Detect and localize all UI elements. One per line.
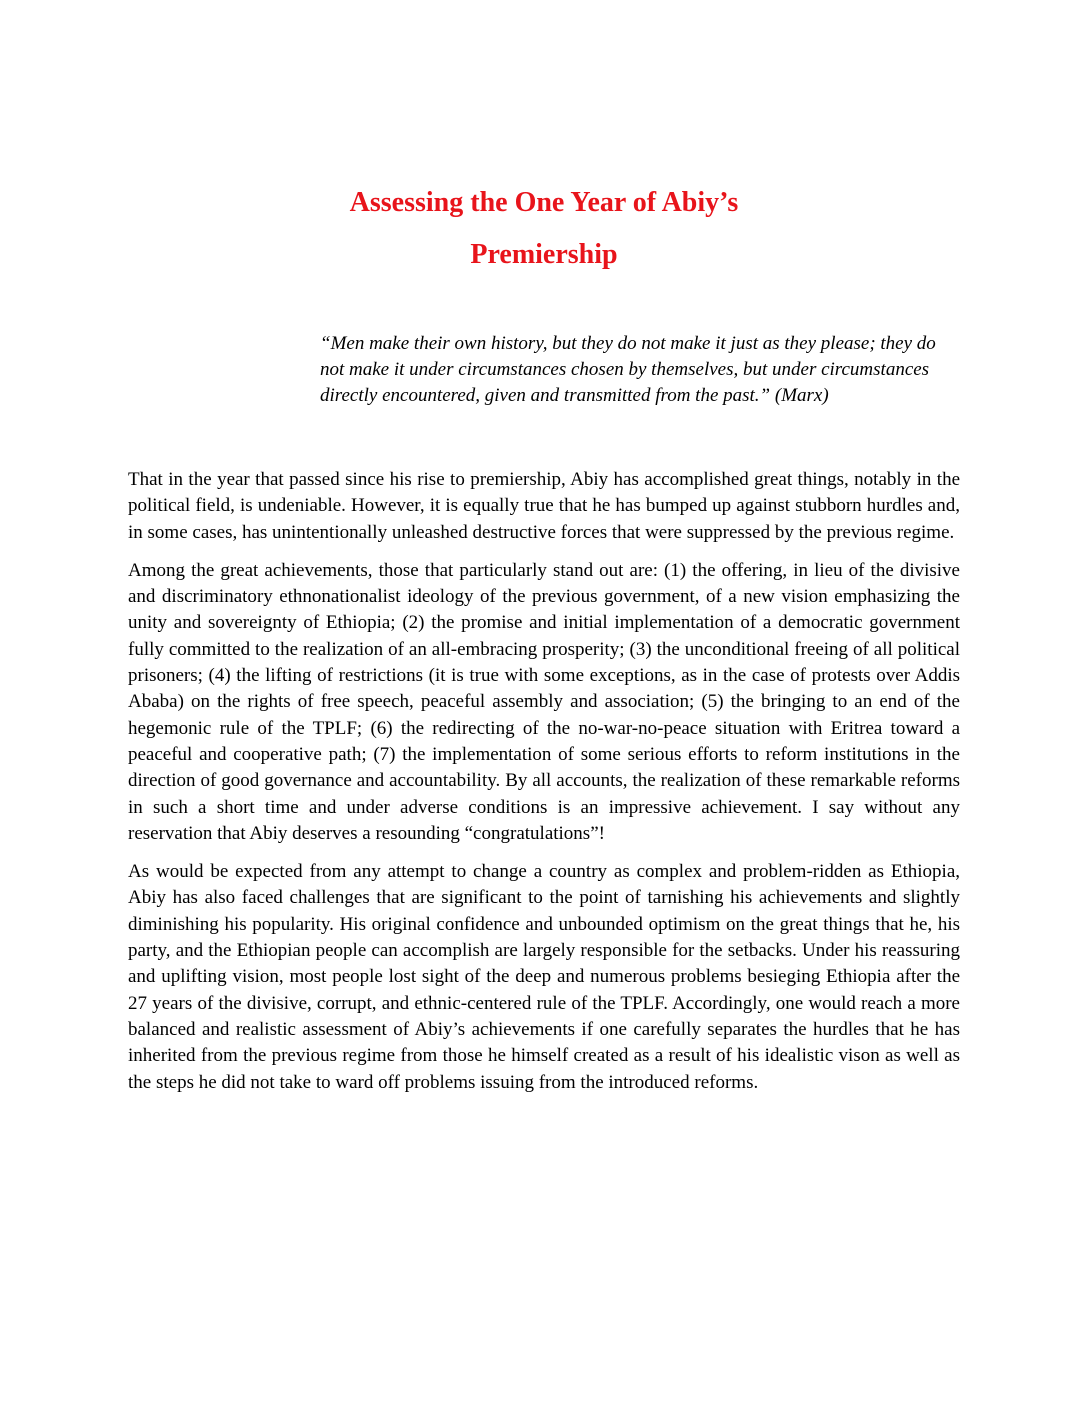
paragraph-achievements: Among the great achievements, those that particularly stand out are: (1) the offering, in lieu of the divisive and discriminatory ethnonationalist ideology of the previous government, of a new vision emphasizing the unity and sovereignty of Ethiopia; (2) the promise and initial implementation of a democratic government fully committed to the realization of an all-embracing prosperity; (3) the unconditional freeing of all political prisoners; (4) the lifting of restrictions (it is true with some exceptions, as in the case of protests over Addis Ababa) on the rights of free speech, peaceful assembly and association; (5) the bringing to an end of the hegemonic rule of the TPLF; (6) the redirecting of the no-war-no-peace situation with Eritrea toward a peaceful and cooperative path; (7) the implementation of some serious efforts to reform institutions in the direction of good governance and accountability. By all accounts, the realization of these remarkable reforms in such a short time and under adverse conditions is an impressive achievement. I say without any reservation that Abiy deserves a resounding “congratulations”!: [128, 559, 960, 844]
paragraph-intro: That in the year that passed since his rise to premiership, Abiy has accomplished great things, notably in the political field, is undeniable. However, it is equally true that he has bumped up against stubborn hurdles and, in some cases, has unintentionally unleashed destructive forces that were suppressed by the previous regime.: [128, 469, 960, 543]
document-title-line-1: Assessing the One Year of Abiy’s: [349, 187, 739, 218]
epigraph-quote: “Men make their own history, but they do not make it just as they please; they do not make it under circumstances chosen by themselves, but under circumstances directly encountered, given and transmitted from the past.” (Marx): [320, 333, 936, 406]
document-title-line-2: Premiership: [470, 239, 618, 270]
document-body: [128, 467, 960, 1108]
paragraph-challenges: As would be expected from any attempt to change a country as complex and problem-ridden as Ethiopia, Abiy has also faced challenges that are significant to the point of tarnishing his achievements and slightly diminishing his popularity. His original confidence and unbounded optimism on the great things that he, his party, and the Ethiopian people can accomplish are largely responsible for the setbacks. Under his reassuring and uplifting vision, most people lost sight of the deep and numerous problems besieging Ethiopia after the 27 years of the divisive, corrupt, and ethnic-centered rule of the TPLF. Accordingly, one would reach a more balanced and realistic assessment of Abiy’s achievements if one carefully separates the hurdles that he has inherited from the previous regime from those he himself created as a result of his idealistic vison as well as the steps he did not take to ward off problems issuing from the introduced reforms.: [128, 861, 960, 1093]
